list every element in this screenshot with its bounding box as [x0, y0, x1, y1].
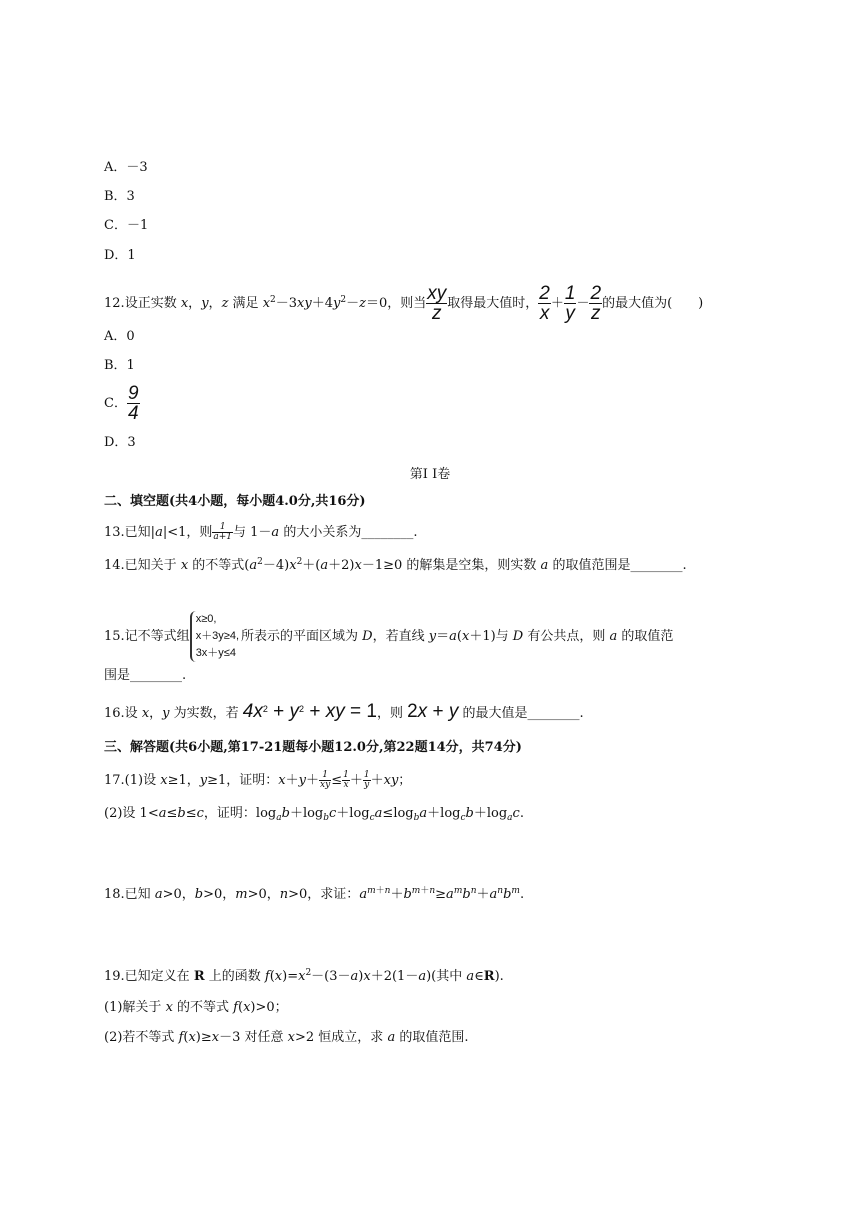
q13: 13.已知|a|<1，则 $\frac{1}{a+1}$ 与 1－a 的大小关系为________.	[104, 522, 418, 542]
q15-continuation: 围是________.	[104, 668, 187, 683]
q19: 19.已知定义在 R 上的函数 $f(x)=x^2-(3-a)x+2(1-a)$(其中 a∈R).	[104, 968, 504, 984]
inequality-system: x≥0, x＋3y≥4, 3x＋y≤4	[190, 611, 241, 662]
q18: 18.已知 a>0，b>0，m>0，n>0，求证：$a^{m+n}+b^{m+n}\ge a^mb^n+a^nb^m$.	[104, 886, 525, 902]
part2-title: 第Ⅰ Ⅰ卷	[409, 467, 451, 482]
frac-1-over-y: $\frac{1}{y}$	[363, 770, 370, 790]
frac-1-over-xy: $\frac{1}{xy}$	[320, 770, 331, 790]
q11-option-d: D．1	[104, 248, 136, 263]
q12-option-a: A．0	[104, 329, 135, 344]
q16: 16.设 x，y 为实数，若 $4x^2 + y^2$ + xy = 1，则 2x + y 的最大值是________.	[104, 701, 584, 722]
q19-part1: (1)解关于 x 的不等式 f(x)>0；	[104, 1000, 288, 1015]
frac-2-over-z: $\frac{2}{z}$	[590, 283, 602, 324]
q19-part2: (2)若不等式 f(x)≥x－3 对任意 x>2 恒成立，求 a 的取值范围.	[104, 1030, 469, 1045]
q17-part2: (2)设 1<a≤b≤c，证明：$\log_ab+\log_bc+\log_ca\le\log_ba+\log_cb+\log_ac$.	[104, 806, 524, 823]
q12-option-d: D．3	[104, 435, 136, 450]
frac-1-over-a-plus-1: $\frac{1}{a+1}$	[213, 522, 233, 542]
q15: 15.记不等式组 x≥0, x＋3y≥4, 3x＋y≤4 所表示的平面区域为 D，若直线 y＝a(x＋1)与 D 有公共点，则 a 的取值范	[104, 611, 673, 662]
q11-option-a: A．－3	[104, 160, 148, 175]
q17-part1: 17.(1)设 x≥1，y≥1，证明：x＋y＋ $\frac{1}{xy}$ ≤ $\frac{1}{x}$ ＋ $\frac{1}{y}$ ＋xy；	[104, 770, 412, 790]
q12-option-c: C． $\frac{9}{4}$	[104, 383, 139, 424]
q11-option-c: C．－1	[104, 218, 149, 233]
frac-2-over-x: $\frac{2}{x}$	[539, 283, 550, 324]
frac-1-over-x: $\frac{1}{x}$	[343, 770, 349, 790]
frac-xy-over-z: $\frac{xy}{z}$	[427, 283, 447, 324]
q11-option-b: B．3	[104, 189, 135, 204]
frac-9-over-4: $\frac{9}{4}$	[127, 383, 139, 424]
q14: 14.已知关于 x 的不等式$(a^2-4)x^2+(a+2)x-1\ge 0$ 的解集是空集，则实数 a 的取值范围是________.	[104, 557, 687, 573]
q12-question: 12.设正实数 x，y，z 满足 $x^2-3xy+4y^2-z=0$，则当 $\frac{xy}{z}$ 取得最大值时， $\frac{2}{x}$ ＋ $\frac{1}{y}$ － $\frac{2}{z}$ 的最大值为( )	[104, 283, 704, 324]
section3-heading: 三、解答题(共6小题,第17-21题每小题12.0分,第22题14分，共74分)	[104, 740, 522, 755]
q12-option-b: B．1	[104, 358, 135, 373]
section2-heading: 二、填空题(共4小题，每小题4.0分,共16分)	[104, 494, 366, 509]
frac-1-over-y: $\frac{1}{y}$	[564, 283, 576, 324]
